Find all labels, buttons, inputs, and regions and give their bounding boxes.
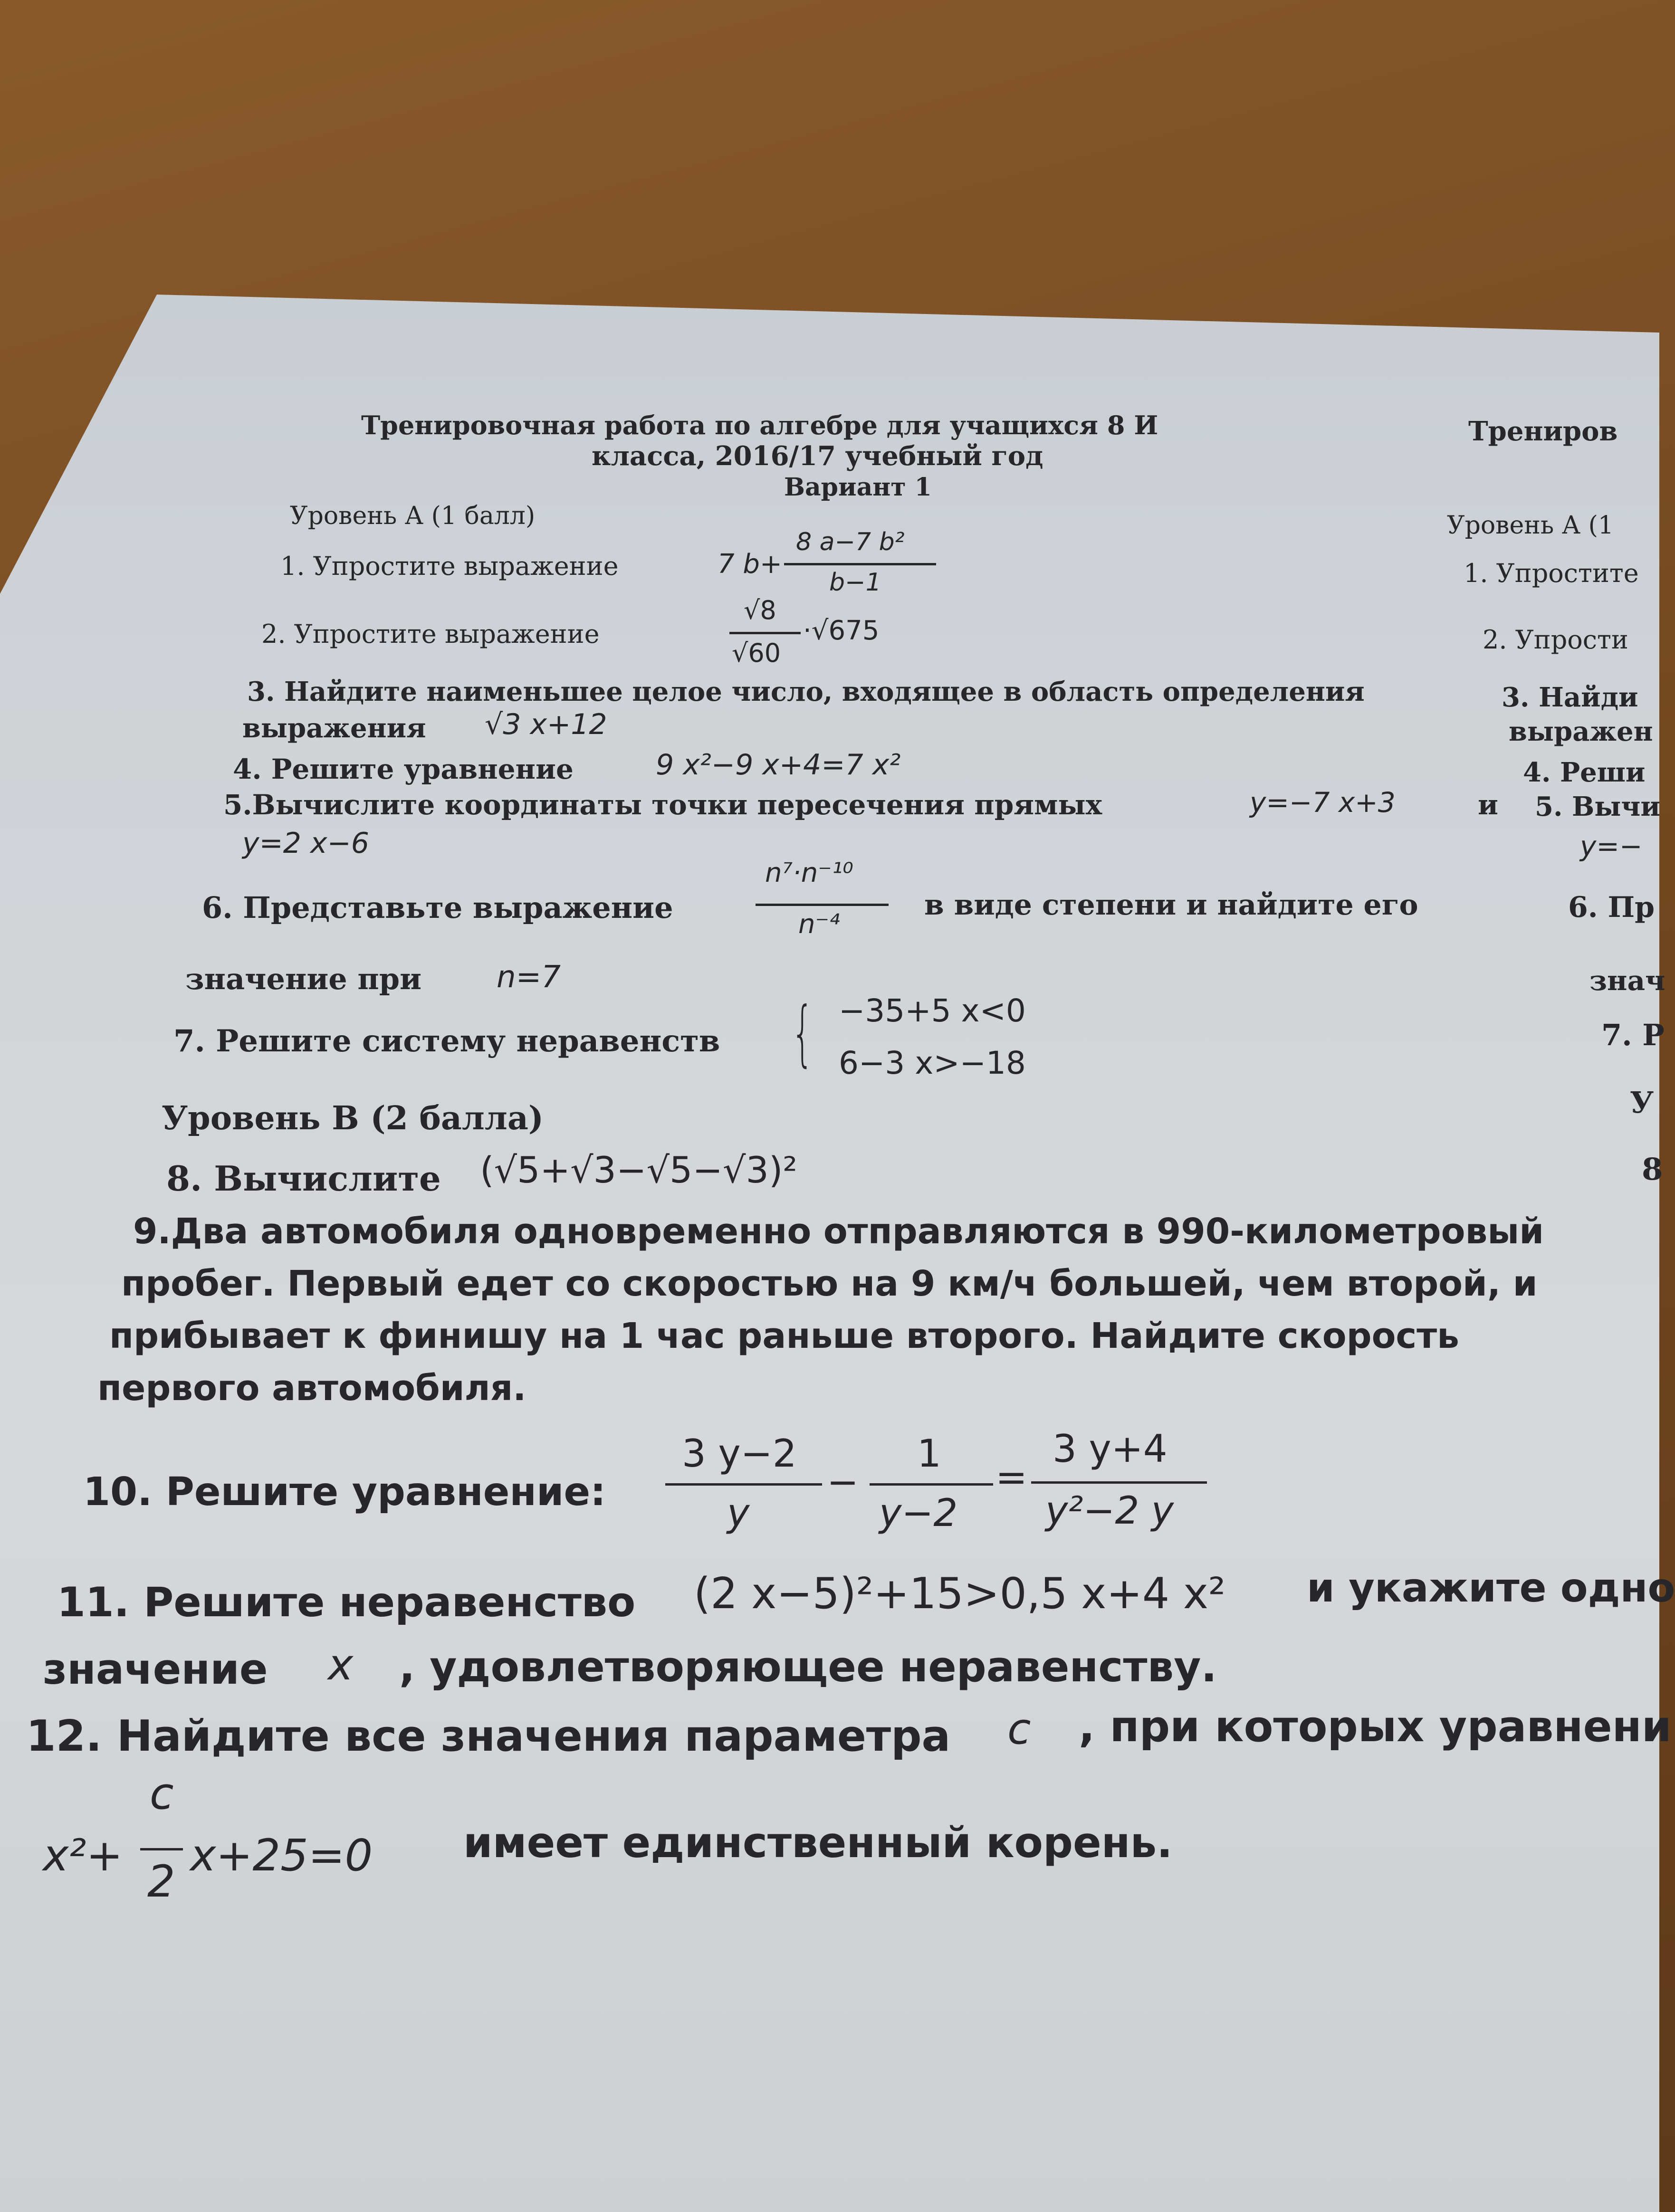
task-7-inequality-1: −35+5 x<0 — [839, 992, 1026, 1029]
task-11-variable: x — [328, 1640, 354, 1690]
task-8-label: 8. Вычислите — [166, 1158, 441, 1199]
right-task-6-fragment-1: 6. Пр — [1568, 891, 1655, 924]
task-11-line-2a: значение — [43, 1645, 268, 1694]
right-task-6-fragment-2: знач — [1589, 964, 1665, 997]
task-2-fraction — [729, 595, 801, 674]
task-10-minus: − — [827, 1460, 859, 1504]
right-title-fragment: Трениров — [1468, 416, 1618, 447]
fraction-bar — [665, 1483, 822, 1486]
task-7-brace: { — [791, 992, 814, 1075]
task-6-line-2: значение при — [185, 962, 422, 996]
right-task-7-fragment: 7. Р — [1601, 1018, 1665, 1052]
task-10-fraction-2 — [870, 1431, 993, 1544]
task-6-fraction — [756, 860, 889, 943]
task-9-line-3: прибывает к финишу на 1 час раньше второго. Найдите скорость — [109, 1316, 1459, 1356]
task-11-line-2b: , удовлетворяющее неравенству. — [399, 1642, 1217, 1691]
task-11-expression: (2 x−5)²+15>0,5 x+4 x² — [694, 1569, 1226, 1619]
title-line-1: Тренировочная работа по алгебре для учащихся 8 И — [361, 410, 1158, 440]
task-2-denominator: √60 — [732, 638, 781, 668]
task-12-line-2: имеет единственный корень. — [463, 1818, 1173, 1867]
task-8-expression: (√5+√3−√5−√3)² — [480, 1149, 797, 1191]
task-12-parameter: c — [1007, 1704, 1031, 1754]
task-9-line-1: 9.Два автомобиля одновременно отправляются в 990-километровый — [133, 1211, 1544, 1252]
fraction-bar — [756, 904, 889, 906]
fraction-bar — [870, 1483, 993, 1486]
task-12-tail: , при которых уравнени — [1079, 1702, 1672, 1752]
task-10-numerator-3: 3 y+4 — [1053, 1427, 1168, 1471]
task-12-numerator: c — [150, 1768, 174, 1819]
right-task-1-fragment: 1. Упростите — [1464, 558, 1639, 588]
fraction-bar — [140, 1848, 183, 1850]
task-12-equation-prefix: x²+ — [43, 1830, 123, 1881]
task-1-label: 1. Упростите выражение — [280, 551, 619, 581]
task-3-line-1: 3. Найдите наименьшее целое число, входящее в область определения — [247, 676, 1365, 707]
right-task-5-fragment-2: y=− — [1580, 830, 1643, 862]
task-1-prefix: 7 b+ — [718, 549, 782, 580]
right-level-a-fragment: Уровень А (1 — [1447, 511, 1614, 540]
task-10-numerator-1: 3 y−2 — [682, 1431, 797, 1476]
task-4-label: 4. Решите уравнение — [233, 753, 574, 785]
task-10-fraction-1 — [665, 1431, 822, 1544]
fraction-bar — [729, 632, 801, 634]
title-line-2: класса, 2016/17 учебный год — [592, 440, 1043, 472]
task-2-numerator: √8 — [744, 595, 776, 625]
right-task-8-fragment: 8 — [1642, 1152, 1663, 1187]
task-6-numerator: n⁷·n⁻¹⁰ — [765, 858, 853, 888]
right-task-4-fragment: 4. Реши — [1523, 757, 1646, 788]
task-2-suffix: ·√675 — [803, 615, 880, 646]
task-12-denominator: 2 — [147, 1856, 175, 1907]
task-12-label: 12. Найдите все значения параметра — [26, 1711, 951, 1761]
right-task-3-fragment-2: выражен — [1509, 716, 1653, 747]
task-10-equals: = — [995, 1455, 1028, 1499]
task-10-fraction-3 — [1031, 1427, 1207, 1544]
right-level-b-fragment: У — [1630, 1085, 1654, 1120]
level-a-heading: Уровень А (1 балл) — [290, 502, 536, 530]
task-3-line-2: выражения — [242, 713, 426, 744]
task-10-denominator-1: y — [727, 1491, 750, 1535]
right-task-5-fragment-1: 5. Вычи — [1535, 791, 1660, 822]
task-6-denominator: n⁻⁴ — [798, 909, 840, 940]
right-task-3-fragment-1: 3. Найди — [1502, 682, 1638, 713]
task-12-fraction — [140, 1768, 183, 1929]
task-6-value: n=7 — [497, 960, 561, 995]
task-1-numerator: 8 a−7 b² — [796, 528, 905, 556]
task-5-equation-2: y=2 x−6 — [242, 827, 369, 860]
fraction-bar — [784, 563, 936, 565]
task-6-tail: в виде степени и найдите его — [924, 888, 1418, 922]
task-3-expression: √3 x+12 — [485, 708, 607, 741]
task-9-line-2: пробег. Первый едет со скоростью на 9 км/ч большей, чем второй, и — [121, 1263, 1538, 1304]
task-10-numerator-2: 1 — [917, 1431, 941, 1476]
task-10-denominator-3: y²−2 y — [1045, 1488, 1174, 1533]
task-9-line-4: первого автомобиля. — [97, 1368, 526, 1409]
level-b-heading: Уровень В (2 балла) — [162, 1099, 544, 1137]
task-7-inequality-2: 6−3 x>−18 — [839, 1045, 1026, 1081]
task-4-expression: 9 x²−9 x+4=7 x² — [656, 748, 901, 782]
task-5-equation-1: y=−7 x+3 — [1250, 786, 1396, 819]
right-task-2-fragment: 2. Упрости — [1483, 625, 1628, 655]
task-6-label: 6. Представьте выражение — [202, 890, 673, 925]
task-10-denominator-2: y−2 — [879, 1491, 958, 1535]
task-1-fraction — [784, 530, 936, 601]
fraction-bar — [1031, 1481, 1207, 1484]
task-5-and: и — [1478, 789, 1499, 821]
task-5-line-1: 5.Вычислите координаты точки пересечения прямых — [223, 789, 1102, 821]
variant-label: Вариант 1 — [784, 473, 932, 502]
task-7-label: 7. Решите систему неравенств — [173, 1023, 720, 1059]
task-12-equation-suffix: x+25=0 — [190, 1830, 373, 1881]
task-10-label: 10. Решите уравнение: — [83, 1469, 606, 1515]
task-1-denominator: b−1 — [829, 568, 881, 597]
task-11-label: 11. Решите неравенство — [57, 1579, 636, 1626]
task-11-tail: и укажите одно — [1307, 1564, 1675, 1611]
task-2-label: 2. Упростите выражение — [261, 619, 600, 649]
